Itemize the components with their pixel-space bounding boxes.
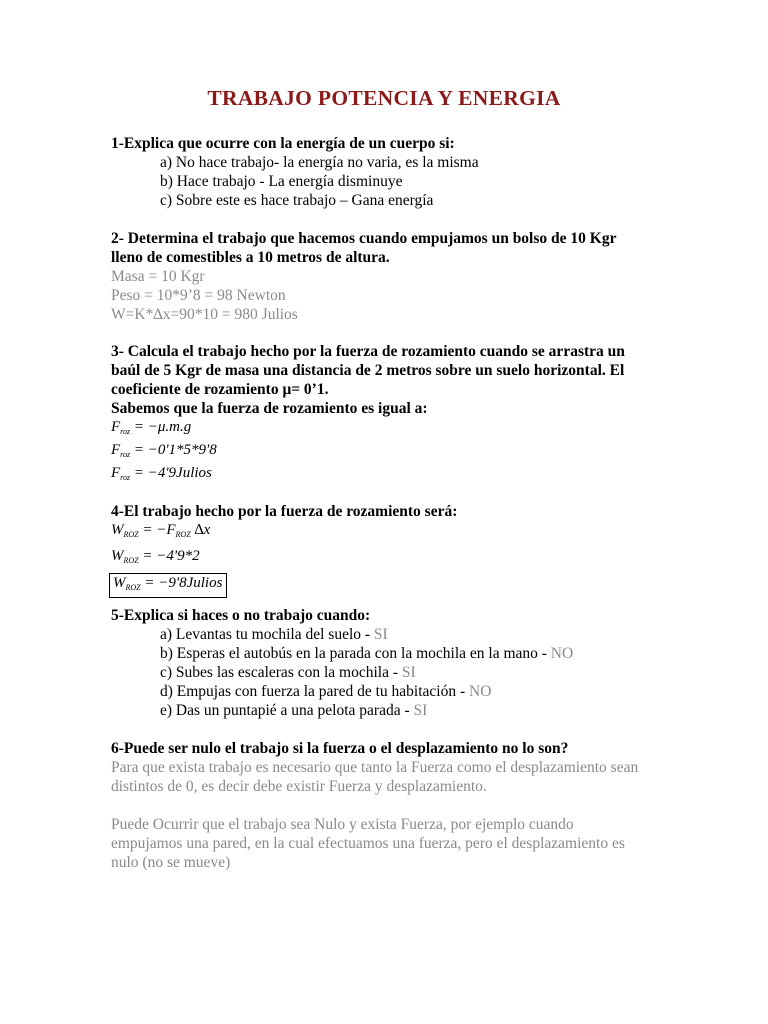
question-6 (111, 739, 641, 872)
question-1-item-c: c) Sobre este es hace trabajo – Gana energía (160, 192, 434, 209)
friction-formula-3: $F_{roz}$ = −4'9Julios (111, 465, 212, 482)
answer-no: NO (469, 683, 492, 700)
question-5 (111, 606, 651, 720)
question-2-text: 2- Determina el trabajo que hacemos cuando empujamos un bolso de 10 Kgr lleno de comestibles a 10 metros de altura. (111, 230, 617, 266)
question-2-answer-weight: Peso = 10*9’8 = 98 Newton (111, 287, 286, 304)
question-1-text: 1-Explica que ocurre con la energía de un cuerpo si: (111, 135, 455, 152)
answer-si: SI (401, 664, 416, 681)
question-3-subtitle: Sabemos que la fuerza de rozamiento es igual a: (111, 400, 428, 417)
friction-formula-2: $F_{roz} = -0'1*5*9'8$ (111, 442, 217, 459)
question-5-item-e: e) Das un puntapié a una pelota parada - SI (160, 702, 428, 719)
work-formula-3-boxed: $W_{ROZ}$ = −9'8Julios (111, 573, 651, 598)
question-6-answer-1: Para que exista trabajo es necesario que tanto la Fuerza como el desplazamiento sean distintos de 0, es decir debe existir Fuerza y desplazamiento. (111, 759, 639, 795)
question-5-text: 5-Explica si haces o no trabajo cuando: (111, 607, 371, 624)
question-5-item-c: c) Subes las escaleras con la mochila - SI (160, 664, 416, 681)
question-5-item-b: b) Esperas el autobús en la parada con la mochila en la mano - NO (160, 645, 574, 662)
work-formula-1: $W_{ROZ} = -F_{ROZ}$ ∆x (111, 522, 211, 539)
question-4 (111, 502, 651, 598)
question-1-item-a: a) No hace trabajo- la energía no varia, es la misma (160, 154, 479, 171)
question-5-item-d: d) Empujas con fuerza la pared de tu habitación - NO (160, 683, 492, 700)
question-3 (111, 342, 651, 487)
page-title: TRABAJO POTENCIA Y ENERGIA (207, 86, 561, 110)
answer-no: NO (550, 645, 574, 662)
answer-si: SI (413, 702, 428, 719)
answer-si: SI (373, 626, 388, 643)
question-5-item-a: a) Levantas tu mochila del suelo - SI (160, 626, 388, 643)
question-4-text: 4-El trabajo hecho por la fuerza de rozamiento será: (111, 503, 458, 520)
question-6-answer-2: Puede Ocurrir que el trabajo sea Nulo y exista Fuerza, por ejemplo cuando empujamos una pared, en la cual efectuamos una fuerza, pero el desplazamiento es nulo (no se mueve) (111, 816, 625, 871)
question-1-item-b: b) Hace trabajo - La energía disminuye (160, 173, 403, 190)
question-1 (111, 134, 651, 210)
question-2-answer-work: W=K*∆x=90*10 = 980 Julios (111, 306, 298, 323)
question-3-text: 3- Calcula el trabajo hecho por la fuerza de rozamiento cuando se arrastra un baúl de 5 Kgr de masa una distancia de 2 metros sobre un suelo horizontal. El coeficiente de rozamiento μ= 0’1. (111, 343, 625, 398)
question-6-text: 6-Puede ser nulo el trabajo si la fuerza o el desplazamiento no lo son? (111, 740, 569, 757)
friction-formula-1: $F_{roz} = -\mu.m.g$ (111, 419, 192, 436)
question-2-answer-mass: Masa = 10 Kgr (111, 268, 205, 285)
question-2 (111, 229, 651, 324)
work-formula-2: $W_{ROZ} = -4'9*2$ (111, 548, 200, 565)
